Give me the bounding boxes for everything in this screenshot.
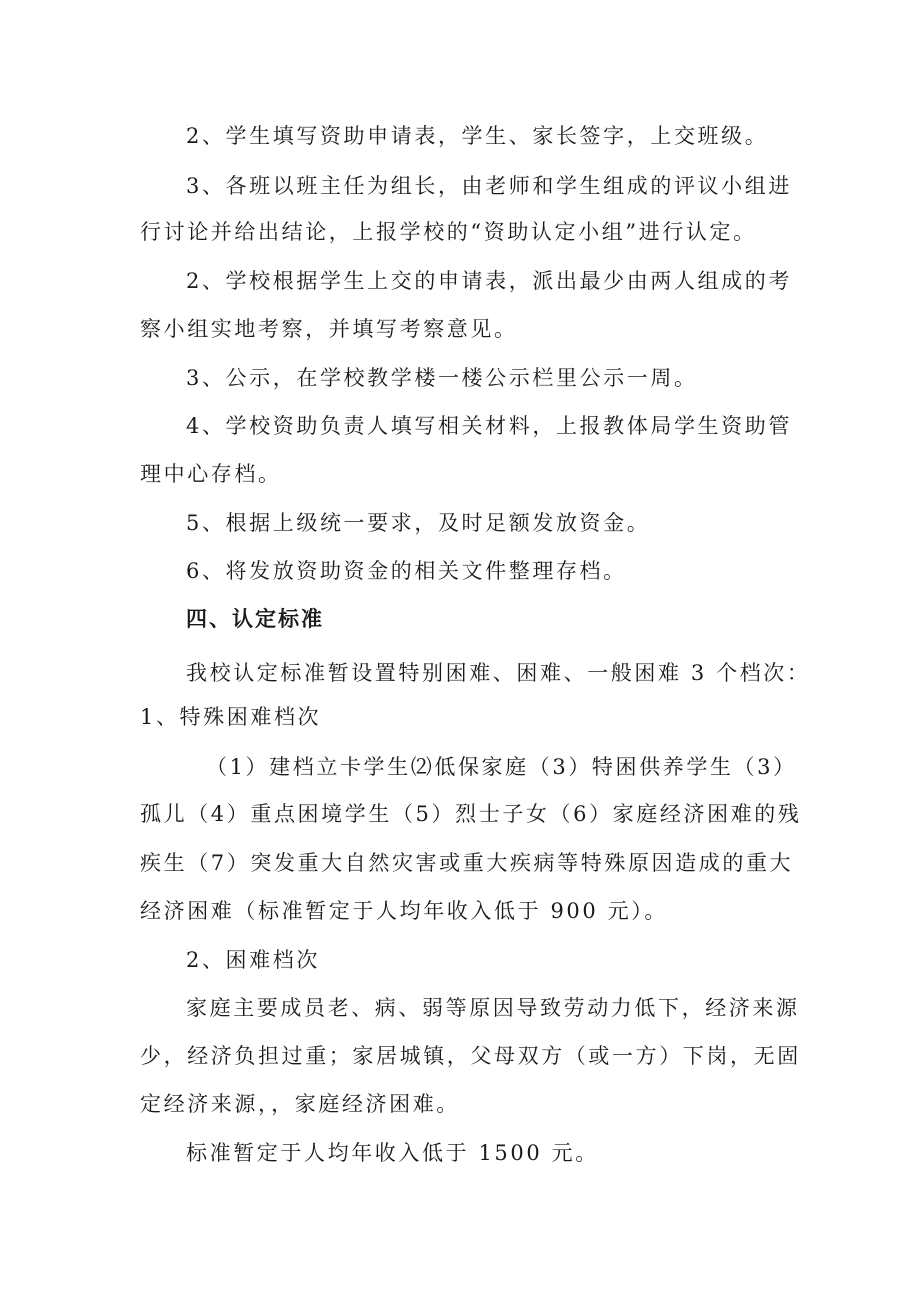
paragraph-special-list-cont-3: 经济困难（标准暂定于人均年收入低于 900 元）。 xyxy=(140,899,668,923)
paragraph-special-list: （1）建档立卡学生⑵低保家庭（3）特困供养学生（3） xyxy=(206,755,797,779)
paragraph-special-list-cont-1: 孤儿（4）重点困境学生（5）烈士子女（6）家庭经济困难的残 xyxy=(140,802,802,826)
paragraph-step-3-review: 3、各班以班主任为组长，由老师和学生组成的评议小组进 xyxy=(186,174,792,198)
paragraph-difficulty-desc-cont-1: 少，经济负担过重；家居城镇，父母双方（或一方）下岗，无固 xyxy=(140,1044,801,1068)
paragraph-difficulty-standard: 标准暂定于人均年收入低于 1500 元。 xyxy=(186,1141,599,1165)
paragraph-step-5-disburse: 5、根据上级统一要求，及时足额发放资金。 xyxy=(186,511,651,535)
paragraph-special-list-cont-2: 疾生（7）突发重大自然灾害或重大疾病等特殊原因造成的重大 xyxy=(140,851,794,875)
paragraph-step-6-archive: 6、将发放资助资金的相关文件整理存档。 xyxy=(186,559,627,583)
paragraph-step-2-submit: 2、学生填写资助申请表，学生、家长签字，上交班级。 xyxy=(186,124,769,148)
paragraph-step-3-review-cont: 行讨论并给出结论，上报学校的“资助认定小组”进行认定。 xyxy=(140,220,757,244)
paragraph-step-2-inspect: 2、学校根据学生上交的申请表，派出最少由两人组成的考 xyxy=(186,269,792,293)
subheading-difficulty: 2、困难档次 xyxy=(186,948,320,972)
subheading-special-difficulty: 1、特殊困难档次 xyxy=(140,705,322,729)
section-heading-standards: 四、认定标准 xyxy=(186,607,324,631)
paragraph-step-4-report-cont: 理中心存档。 xyxy=(140,462,282,486)
paragraph-difficulty-desc-cont-2: 定经济来源，，家庭经济困难。 xyxy=(140,1092,460,1116)
paragraph-step-4-report: 4、学校资助负责人填写相关材料，上报教体局学生资助管 xyxy=(186,414,792,438)
paragraph-step-2-inspect-cont: 察小组实地考察，并填写考察意见。 xyxy=(140,317,518,341)
paragraph-standards-intro: 我校认定标准暂设置特别困难、困难、一般困难 3 个档次： xyxy=(186,661,811,685)
paragraph-difficulty-desc: 家庭主要成员老、病、弱等原因导致劳动力低下，经济来源 xyxy=(186,996,800,1020)
paragraph-step-3-publicize: 3、公示，在学校教学楼一楼公示栏里公示一周。 xyxy=(186,366,698,390)
